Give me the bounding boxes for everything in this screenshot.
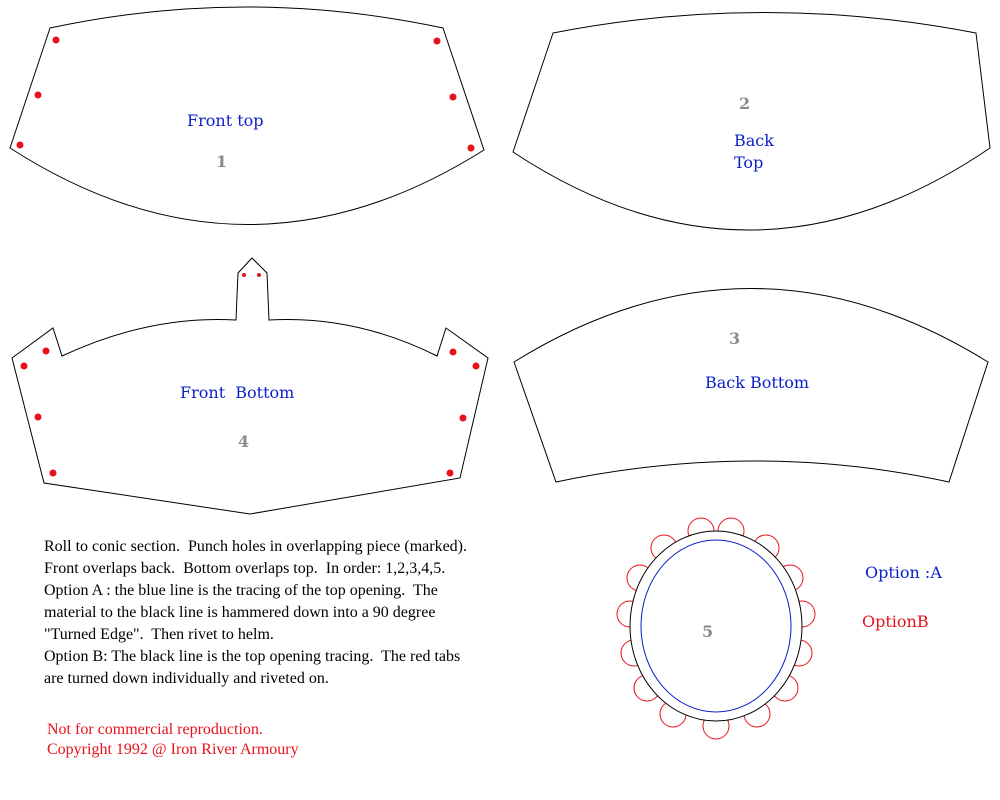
rivet-hole xyxy=(468,145,475,152)
copyright-notice xyxy=(47,720,299,760)
top-plate-number: 5 xyxy=(702,622,714,641)
instruction-line: Option A : the blue line is the tracing of the top opening. The xyxy=(44,582,438,599)
back-top-label-line1: Back xyxy=(734,131,774,150)
piece-front-bottom xyxy=(12,258,488,514)
piece-back-top xyxy=(513,13,990,231)
instruction-line: material to the black line is hammered down into a 90 degree xyxy=(44,604,436,621)
rivet-hole xyxy=(242,273,246,277)
back-top-label-line2: Top xyxy=(734,153,764,172)
copyright-line: Copyright 1992 @ Iron River Armoury xyxy=(47,741,299,758)
legend-option-a: Option :A xyxy=(865,563,942,582)
rivet-hole xyxy=(460,415,467,422)
instruction-line: Front overlaps back. Bottom overlaps top. In order: 1,2,3,4,5. xyxy=(44,560,446,577)
rivet-hole xyxy=(43,348,50,355)
rivet-hole xyxy=(21,363,28,370)
piece-front-top xyxy=(10,7,484,225)
rivet-hole xyxy=(257,273,261,277)
front-top-number: 1 xyxy=(216,152,228,171)
instruction-line: "Turned Edge". Then rivet to helm. xyxy=(44,626,274,643)
rivet-hole xyxy=(450,349,457,356)
rivet-hole xyxy=(53,37,60,44)
instruction-line: are turned down individually and riveted on. xyxy=(44,670,329,687)
rivet-hole xyxy=(50,470,57,477)
rivet-hole xyxy=(447,470,454,477)
back-top-number: 2 xyxy=(739,94,751,113)
rivet-hole xyxy=(35,414,42,421)
instruction-line: Option B: The black line is the top opening tracing. The red tabs xyxy=(44,648,461,665)
piece-back-bottom xyxy=(514,289,988,483)
instructions-text xyxy=(44,536,604,690)
front-bottom-number: 4 xyxy=(238,432,250,451)
piece-top-plate xyxy=(617,518,815,739)
rivet-hole xyxy=(434,38,441,45)
rivet-hole xyxy=(450,94,457,101)
copyright-line: Not for commercial reproduction. xyxy=(47,721,263,738)
top-opening-black-line xyxy=(630,531,802,721)
back-top-outline xyxy=(513,13,990,231)
back-bottom-number: 3 xyxy=(729,329,741,348)
rivet-hole xyxy=(473,363,480,370)
front-bottom-label: Front Bottom xyxy=(180,383,295,402)
rivet-hole xyxy=(35,92,42,99)
legend-option-b: OptionB xyxy=(862,612,929,631)
instruction-line: Roll to conic section. Punch holes in overlapping piece (marked). xyxy=(44,538,467,555)
back-bottom-label: Back Bottom xyxy=(705,373,810,392)
rivet-hole xyxy=(17,142,24,149)
front-top-label: Front top xyxy=(187,111,264,130)
